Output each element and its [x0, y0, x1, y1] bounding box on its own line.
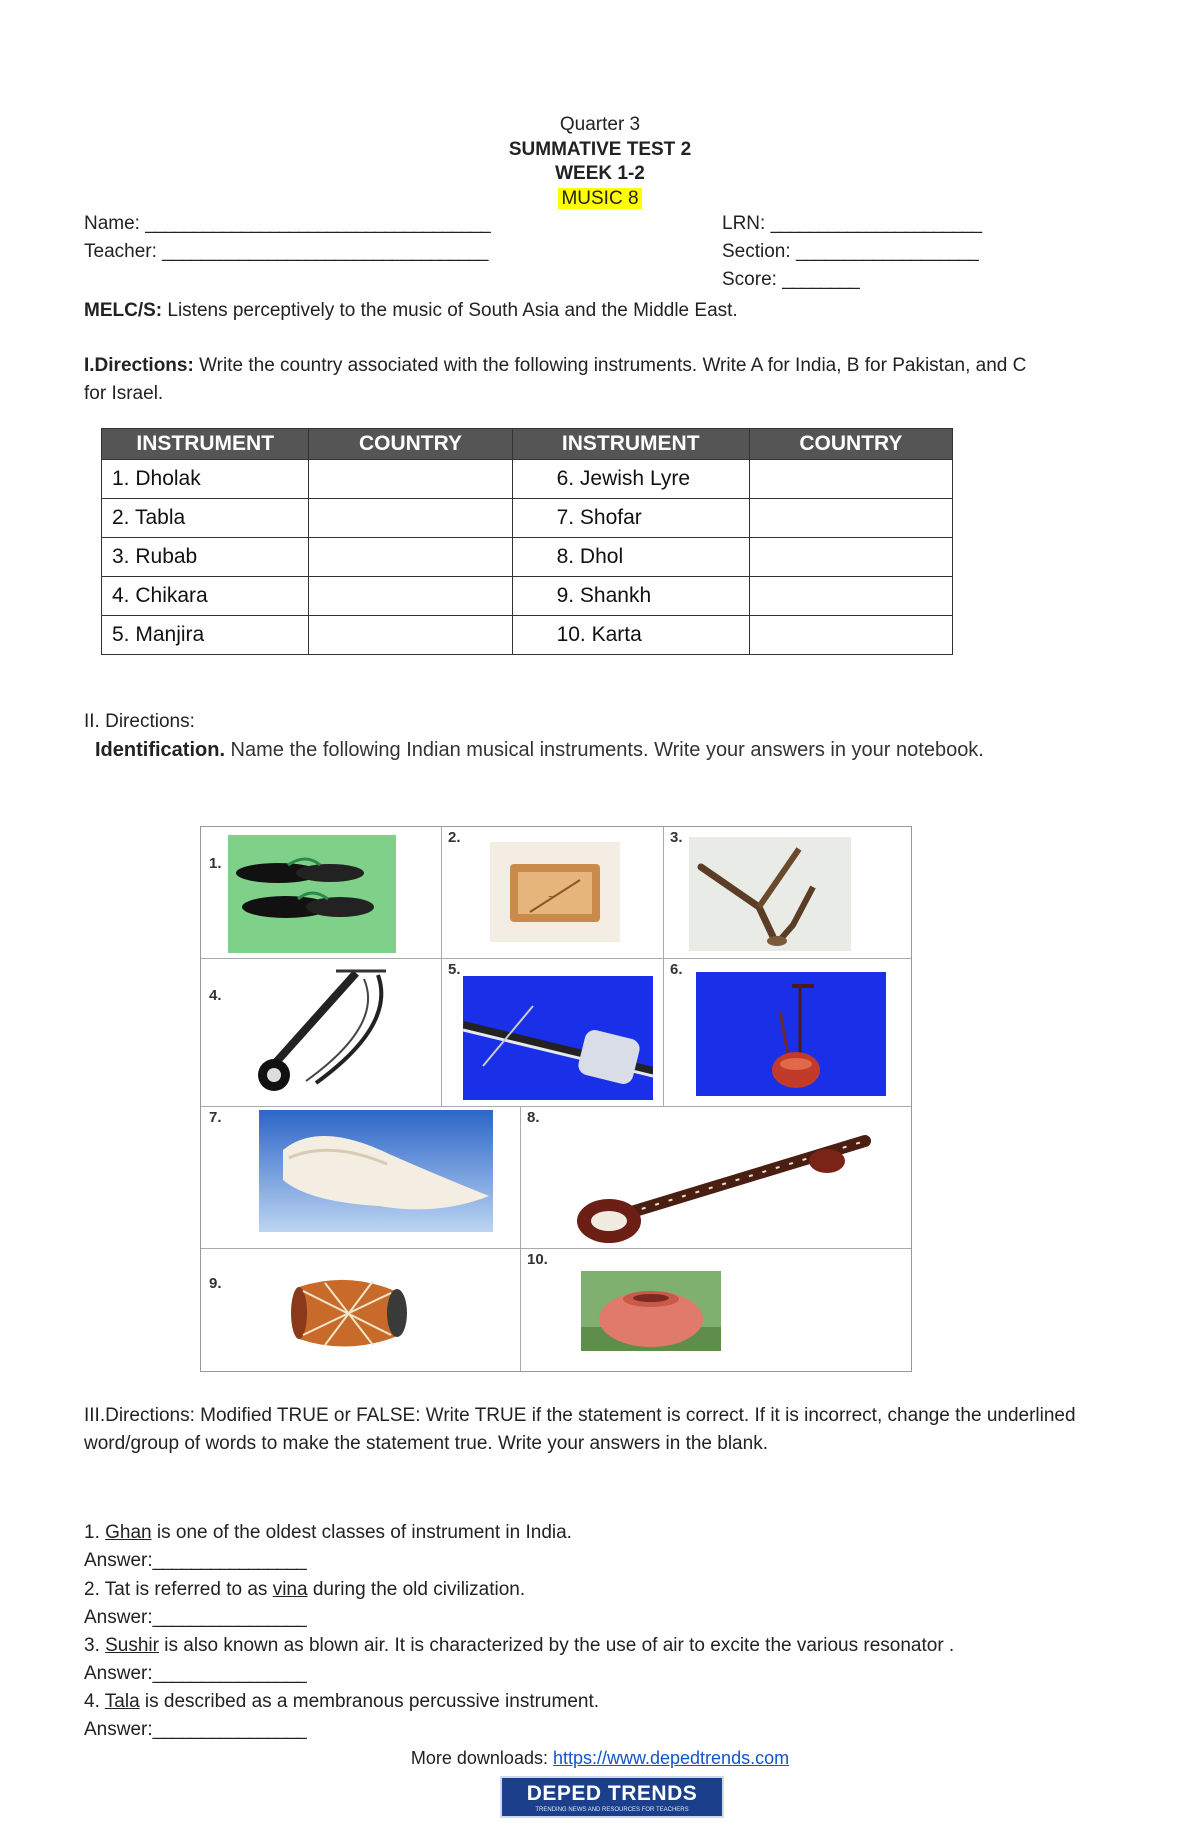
tf-item-underlined: Sushir: [105, 1635, 159, 1656]
country-answer-cell[interactable]: [309, 616, 512, 655]
instrument-cell: 5. Manjira: [102, 616, 309, 655]
country-answer-cell[interactable]: [309, 499, 512, 538]
instrument-country-table: [101, 428, 953, 655]
instrument-cell: 2. Tabla: [102, 499, 309, 538]
tf-item-num: 3.: [84, 1635, 106, 1656]
picture-number: 10.: [527, 1251, 548, 1268]
part1-label: I.Directions:: [84, 355, 194, 376]
rubab-picture: [463, 976, 653, 1100]
answer-blank[interactable]: ________________: [152, 1550, 306, 1571]
country-answer-cell[interactable]: [309, 538, 512, 577]
sitar-picture: [565, 1117, 885, 1245]
score-field: [722, 268, 859, 292]
name-label: Name:: [84, 213, 140, 234]
picture-cell-2: [442, 827, 664, 959]
tf-answer-3: [84, 1662, 306, 1686]
teacher-blank[interactable]: __________________________________: [162, 241, 488, 262]
section-label: Section:: [722, 241, 791, 262]
svg-text:~: ~: [548, 892, 554, 903]
score-blank[interactable]: ________: [782, 269, 859, 290]
instrument-cell: 3. Rubab: [102, 538, 309, 577]
melc-statement: [84, 299, 738, 323]
part2-directions: II. Directions:: [84, 711, 195, 732]
table-row: [102, 577, 953, 616]
teacher-field: [84, 240, 487, 264]
identification-label: Identification.: [95, 739, 225, 761]
answer-blank[interactable]: ________________: [152, 1663, 306, 1684]
part1-text: Write the country associated with the following instruments. Write A for India, B for Pakistan, and C for Israel.: [84, 355, 1027, 404]
picture-number: 7.: [209, 1109, 222, 1126]
header-instrument-2: INSTRUMENT: [512, 429, 749, 460]
tf-item-num: 1.: [84, 1522, 106, 1543]
answer-blank[interactable]: ________________: [152, 1719, 306, 1740]
dhol-drum-picture: [285, 1267, 409, 1355]
instrument-cell: 7. Shofar: [512, 499, 749, 538]
country-answer-cell[interactable]: [309, 460, 512, 499]
table-row: [102, 460, 953, 499]
answer-blank[interactable]: ________________: [152, 1607, 306, 1628]
answer-label: Answer:: [84, 1607, 153, 1628]
footer-link[interactable]: https://www.depedtrends.com: [552, 1748, 790, 1768]
picture-cell-4: [201, 959, 442, 1107]
tf-item-underlined: vina: [272, 1579, 308, 1600]
picture-number: 4.: [209, 987, 222, 1004]
header-country-1: COUNTRY: [309, 429, 512, 460]
tf-item-2: [84, 1578, 525, 1602]
country-answer-cell[interactable]: [749, 538, 952, 577]
melc-text: Listens perceptively to the music of South Asia and the Middle East.: [162, 300, 738, 321]
tf-item-1: [84, 1521, 572, 1545]
header-instrument-1: INSTRUMENT: [102, 429, 309, 460]
ghatam-clay-pot-picture: [581, 1271, 721, 1351]
instrument-cell: 8. Dhol: [512, 538, 749, 577]
section-field: [722, 240, 978, 264]
picture-cell-7: [201, 1107, 521, 1249]
country-answer-cell[interactable]: [309, 577, 512, 616]
tf-item-text: during the old civilization.: [307, 1579, 526, 1600]
tf-item-underlined: Tala: [104, 1691, 140, 1712]
tf-answer-4: [84, 1718, 306, 1742]
tf-item-num: 2. Tat is referred to as: [84, 1579, 273, 1600]
picture-cell-8: [521, 1107, 911, 1249]
picture-cell-5: [442, 959, 664, 1107]
logo-title: DEPED TRENDS: [526, 1782, 698, 1805]
tf-item-underlined: Ghan: [105, 1522, 152, 1543]
answer-label: Answer:: [84, 1719, 153, 1740]
section-blank[interactable]: ___________________: [795, 241, 978, 262]
footer-downloads: [0, 1748, 1200, 1769]
table-row: [102, 499, 953, 538]
subject-highlight: MUSIC 8: [558, 188, 641, 209]
tf-item-text: is described as a membranous percussive instrument.: [139, 1691, 600, 1712]
lrn-field: [722, 212, 981, 236]
manjira-cymbals-picture: [228, 835, 396, 953]
name-blank[interactable]: ____________________________________: [145, 213, 490, 234]
table-row: [102, 538, 953, 577]
week-label: WEEK 1-2: [555, 163, 645, 184]
answer-label: Answer:: [84, 1550, 153, 1571]
lrn-blank[interactable]: ______________________: [770, 213, 982, 234]
country-answer-cell[interactable]: [749, 499, 952, 538]
tf-item-text: is one of the oldest classes of instrument in India.: [151, 1522, 572, 1543]
lrn-label: LRN:: [722, 213, 766, 234]
answer-label: Answer:: [84, 1663, 153, 1684]
logo-tagline: TRENDING NEWS AND RESOURCES FOR TEACHERS: [535, 1807, 689, 1813]
subject-label: [0, 187, 1200, 211]
shehnai-pipes-picture: [689, 837, 851, 951]
tf-item-num: 4.: [84, 1691, 105, 1712]
name-field: [84, 212, 490, 236]
part3-directions: III.Directions: Modified TRUE or FALSE: Write TRUE if the statement is correct. If it is incorrect, change the underlined word/group of words to make the statement true. Write your answers in the blank.: [84, 1405, 1076, 1454]
table-header-row: [102, 429, 953, 460]
instrument-picture-grid: [200, 826, 912, 1372]
picture-number: 5.: [448, 961, 461, 978]
picture-number: 9.: [209, 1275, 222, 1292]
tf-answer-1: [84, 1549, 306, 1573]
shankh-conch-picture: [259, 1110, 493, 1232]
ektara-picture: [696, 972, 886, 1096]
picture-number: 6.: [670, 961, 683, 978]
picture-number: 3.: [670, 829, 683, 846]
deped-trends-logo: [500, 1776, 724, 1818]
picture-cell-1: [201, 827, 442, 959]
table-row: [102, 616, 953, 655]
instrument-cell: 4. Chikara: [102, 577, 309, 616]
harmonium-box-picture: [490, 842, 620, 942]
picture-cell-3: [664, 827, 911, 959]
teacher-label: Teacher:: [84, 241, 157, 262]
identification-instructions: [95, 736, 1025, 764]
picture-number: 2.: [448, 829, 461, 846]
instrument-cell: 6. Jewish Lyre: [512, 460, 749, 499]
tf-item-text: is also known as blown air. It is characterized by the use of air to excite the various resonator .: [158, 1635, 955, 1656]
chikara-bowed-instrument-picture: [246, 965, 406, 1101]
test-title: SUMMATIVE TEST 2: [508, 139, 692, 160]
picture-number: 1.: [209, 855, 222, 872]
score-label: Score:: [722, 269, 777, 290]
instrument-cell: 9. Shankh: [512, 577, 749, 616]
tf-answer-2: [84, 1606, 306, 1630]
picture-cell-10: [521, 1249, 911, 1371]
part1-directions: [84, 352, 1034, 408]
tf-item-3: [84, 1634, 954, 1658]
picture-cell-9: [201, 1249, 521, 1371]
instrument-cell: 10. Karta: [512, 616, 749, 655]
country-answer-cell[interactable]: [749, 616, 952, 655]
identification-text: Name the following Indian musical instruments. Write your answers in your notebook.: [225, 739, 984, 761]
melc-label: MELC/S:: [84, 300, 163, 321]
tf-item-4: [84, 1690, 599, 1714]
quarter-label: Quarter 3: [559, 114, 641, 135]
country-answer-cell[interactable]: [749, 577, 952, 616]
footer-prefix: More downloads:: [410, 1748, 553, 1768]
instrument-cell: 1. Dholak: [102, 460, 309, 499]
country-answer-cell[interactable]: [749, 460, 952, 499]
picture-number: 8.: [527, 1109, 540, 1126]
header-country-2: COUNTRY: [749, 429, 952, 460]
picture-cell-6: [664, 959, 911, 1107]
